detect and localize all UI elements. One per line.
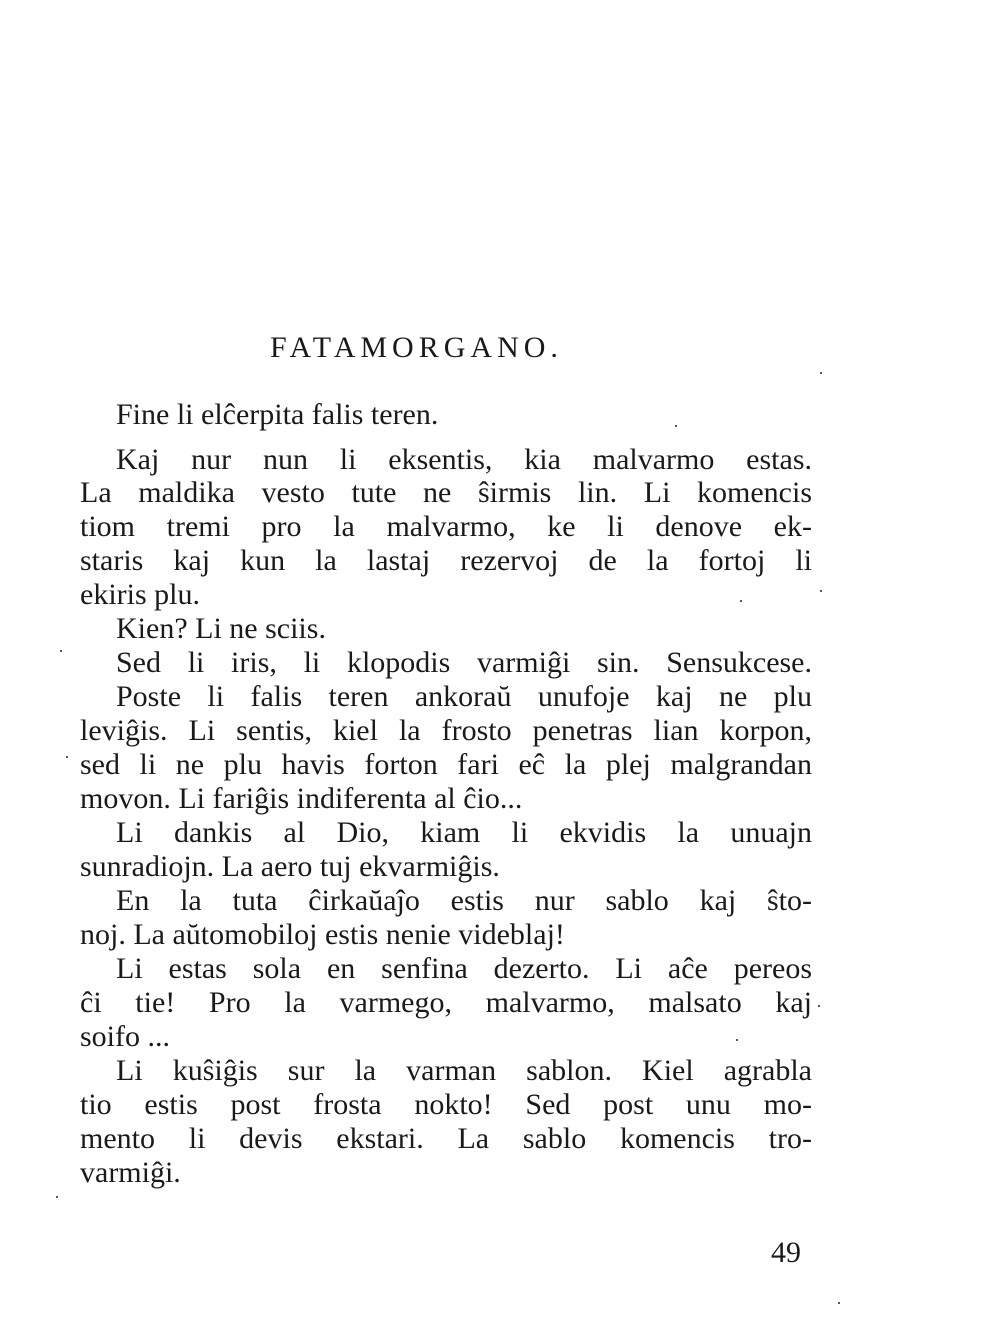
- print-speck: [740, 600, 742, 602]
- text-line: mento li devis ekstari. La sablo komencis tro-: [80, 1122, 812, 1155]
- print-speck: [820, 372, 822, 374]
- chapter-title: FATAMORGANO.: [270, 331, 563, 364]
- text-line: Sed li iris, li klopodis varmiĝi sin. Sensukcese.: [116, 646, 812, 679]
- text-line: leviĝis. Li sentis, kiel la frosto penetras lian korpon,: [80, 714, 812, 747]
- text-line: ekiris plu.: [80, 578, 200, 611]
- text-line: Li kuŝiĝis sur la varman sablon. Kiel agrabla: [116, 1054, 812, 1087]
- text-line: Kien? Li ne sciis.: [116, 612, 326, 645]
- print-speck: [56, 1196, 58, 1198]
- text-line: movon. Li fariĝis indiferenta al ĉio...: [80, 782, 523, 815]
- print-speck: [736, 1039, 738, 1041]
- text-line: ĉi tie! Pro la varmego, malvarmo, malsato kaj: [80, 986, 812, 1019]
- text-line: La maldika vesto tute ne ŝirmis lin. Li komencis: [80, 476, 812, 509]
- text-line: soifo ...: [80, 1020, 170, 1053]
- print-speck: [66, 756, 68, 758]
- text-line: Li dankis al Dio, kiam li ekvidis la unuajn: [116, 816, 812, 849]
- page-number: 49: [771, 1236, 801, 1269]
- print-speck: [838, 1302, 840, 1304]
- print-speck: [820, 590, 822, 592]
- text-line: Li estas sola en senfina dezerto. Li aĉe pereos: [116, 952, 812, 985]
- text-line: Fine li elĉerpita falis teren.: [116, 398, 439, 431]
- text-line: sed li ne plu havis forton fari eĉ la plej malgrandan: [80, 748, 812, 781]
- text-line: Kaj nur nun li eksentis, kia malvarmo estas.: [116, 443, 812, 476]
- text-line: varmiĝi.: [80, 1156, 181, 1189]
- text-line: En la tuta ĉirkaŭaĵo estis nur sablo kaj ŝto-: [116, 884, 812, 917]
- print-speck: [60, 650, 62, 652]
- print-speck: [675, 425, 677, 427]
- text-line: tiom tremi pro la malvarmo, ke li denove ek-: [80, 510, 812, 543]
- text-line: Poste li falis teren ankoraŭ unufoje kaj ne plu: [116, 680, 812, 713]
- text-line: staris kaj kun la lastaj rezervoj de la fortoj li: [80, 544, 812, 577]
- print-speck: [818, 1005, 820, 1007]
- text-line: tio estis post frosta nokto! Sed post unu mo-: [80, 1088, 812, 1121]
- text-line: noj. La aŭtomobiloj estis nenie videblaj!: [80, 918, 565, 951]
- text-line: sunradiojn. La aero tuj ekvarmiĝis.: [80, 850, 500, 883]
